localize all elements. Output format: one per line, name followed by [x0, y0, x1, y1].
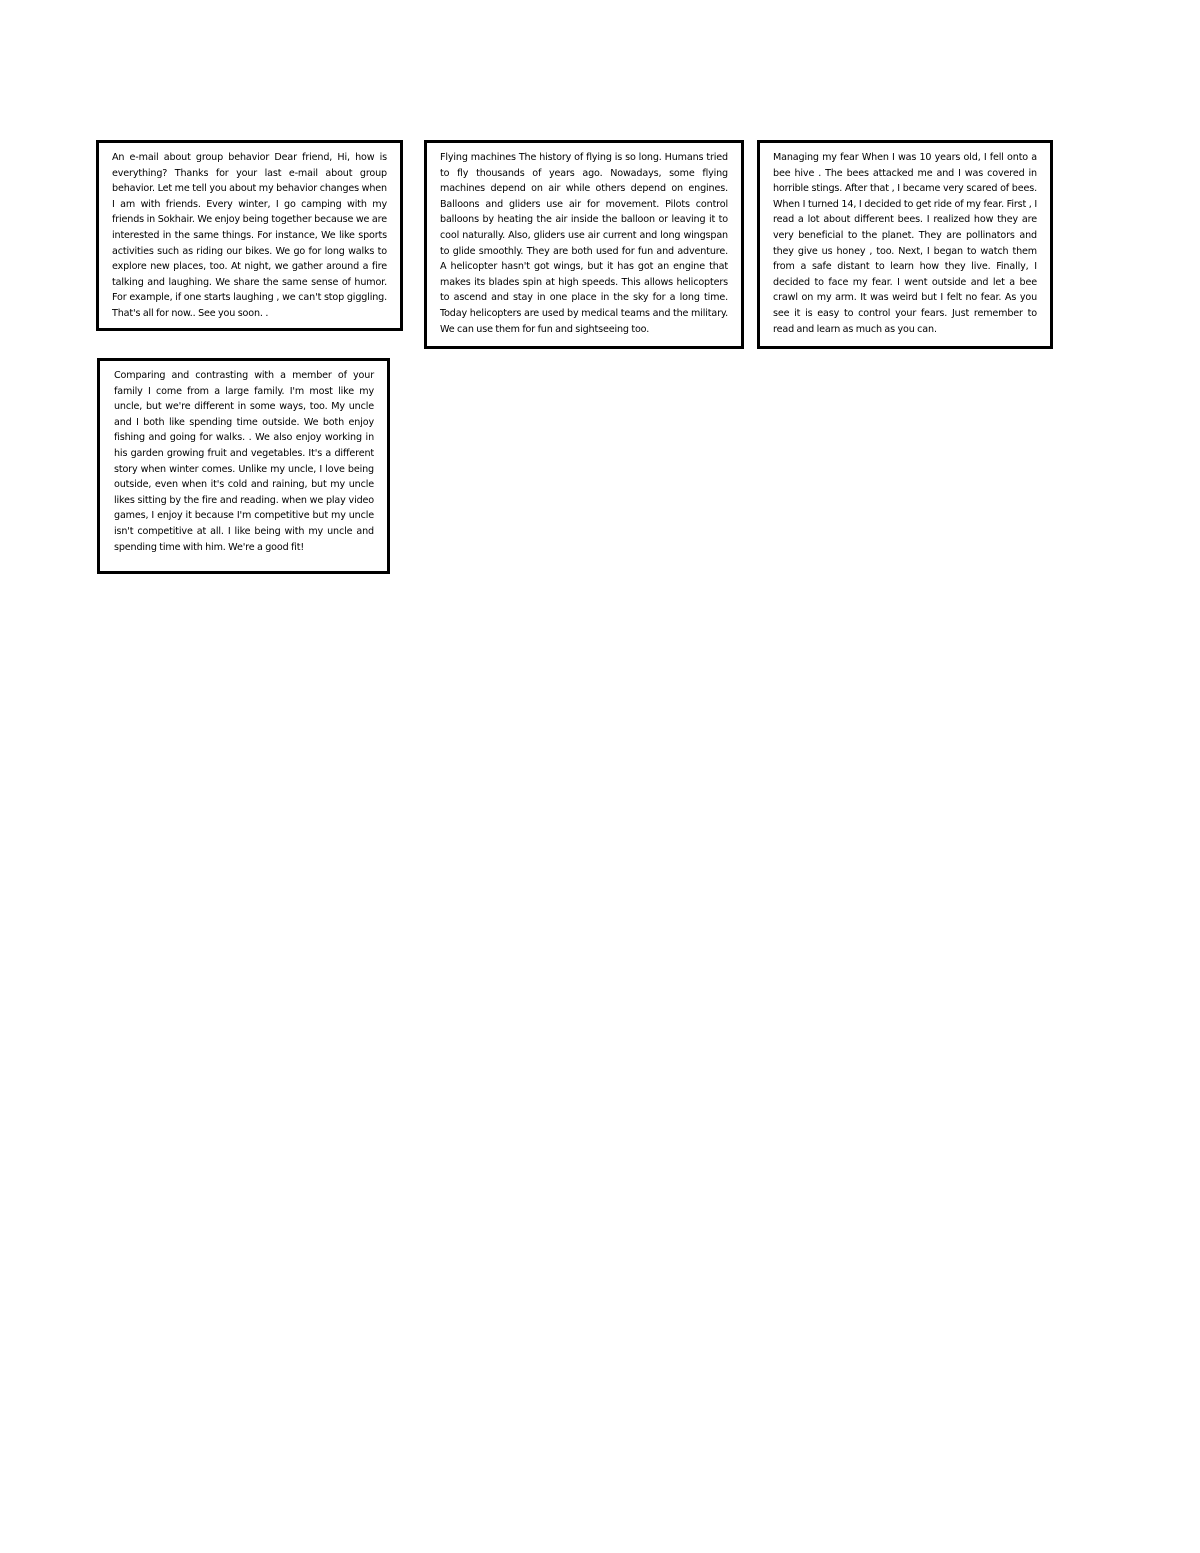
- textbox-text: Comparing and contrasting with a member of your family I come from a large family. I'm most like my uncle, but we're different in some ways, too. My uncle and I both like spending time outside. We both enjoy fishing and going for walks. . We also enjoy working in his garden growing fruit and vegetables. It's a different story when winter comes. Unlike my uncle, I love being outside, even when it's cold and raining, but my uncle likes sitting by the fire and reading. when we play video games, I enjoy it because I'm competitive but my uncle isn't competitive at all. I like being with my uncle and spending time with him. We're a good fit!: [114, 370, 374, 553]
- textbox-group-behavior-email: [96, 140, 403, 331]
- textbox-text: Flying machines The history of flying is so long. Humans tried to fly thousands of years ago. Nowadays, some flying machines depend on air while others depend on engines. Balloons and gliders use air for movement. Pilots control balloons by heating the air inside the balloon or leaving it to cool naturally. Also, gliders use air current and long wingspan to glide smoothly. They are both used for fun and adventure. A helicopter hasn't got wings, but it has got an engine that makes its blades spin at high speeds. This allows helicopters to ascend and stay in one place in the sky for a long time. Today helicopters are used by medical teams and the military. We can use them for fun and sightseeing too.: [440, 152, 728, 335]
- textbox-text: Managing my fear When I was 10 years old, I fell onto a bee hive . The bees attacked me and I was covered in horrible stings. After that , I became very scared of bees. When I turned 14, I decided to get ride of my fear. First , I read a lot about different bees. I realized how they are very beneficial to the planet. They are pollinators and they give us honey , too. Next, I began to watch them from a safe distant to learn how they live. Finally, I decided to face my fear. I went outside and let a bee crawl on my arm. It was weird but I felt no fear. As you see it is easy to control your fears. Just remember to read and learn as much as you can.: [773, 152, 1037, 335]
- textbox-family-comparison: [97, 358, 390, 574]
- textbox-text: An e-mail about group behavior Dear friend, Hi, how is everything? Thanks for your last e-mail about group behavior. Let me tell you about my behavior changes when I am with friends. Every winter, I go camping with my friends in Sokhair. We enjoy being together because we are interested in the same things. For instance, We like sports activities such as riding our bikes. We go for long walks to explore new places, too. At night, we gather around a fire talking and laughing. We share the same sense of humor. For example, if one starts laughing , we can't stop giggling. That's all for now.. See you soon. .: [112, 152, 387, 319]
- textbox-flying-machines: [424, 140, 744, 349]
- textbox-managing-fear: [757, 140, 1053, 349]
